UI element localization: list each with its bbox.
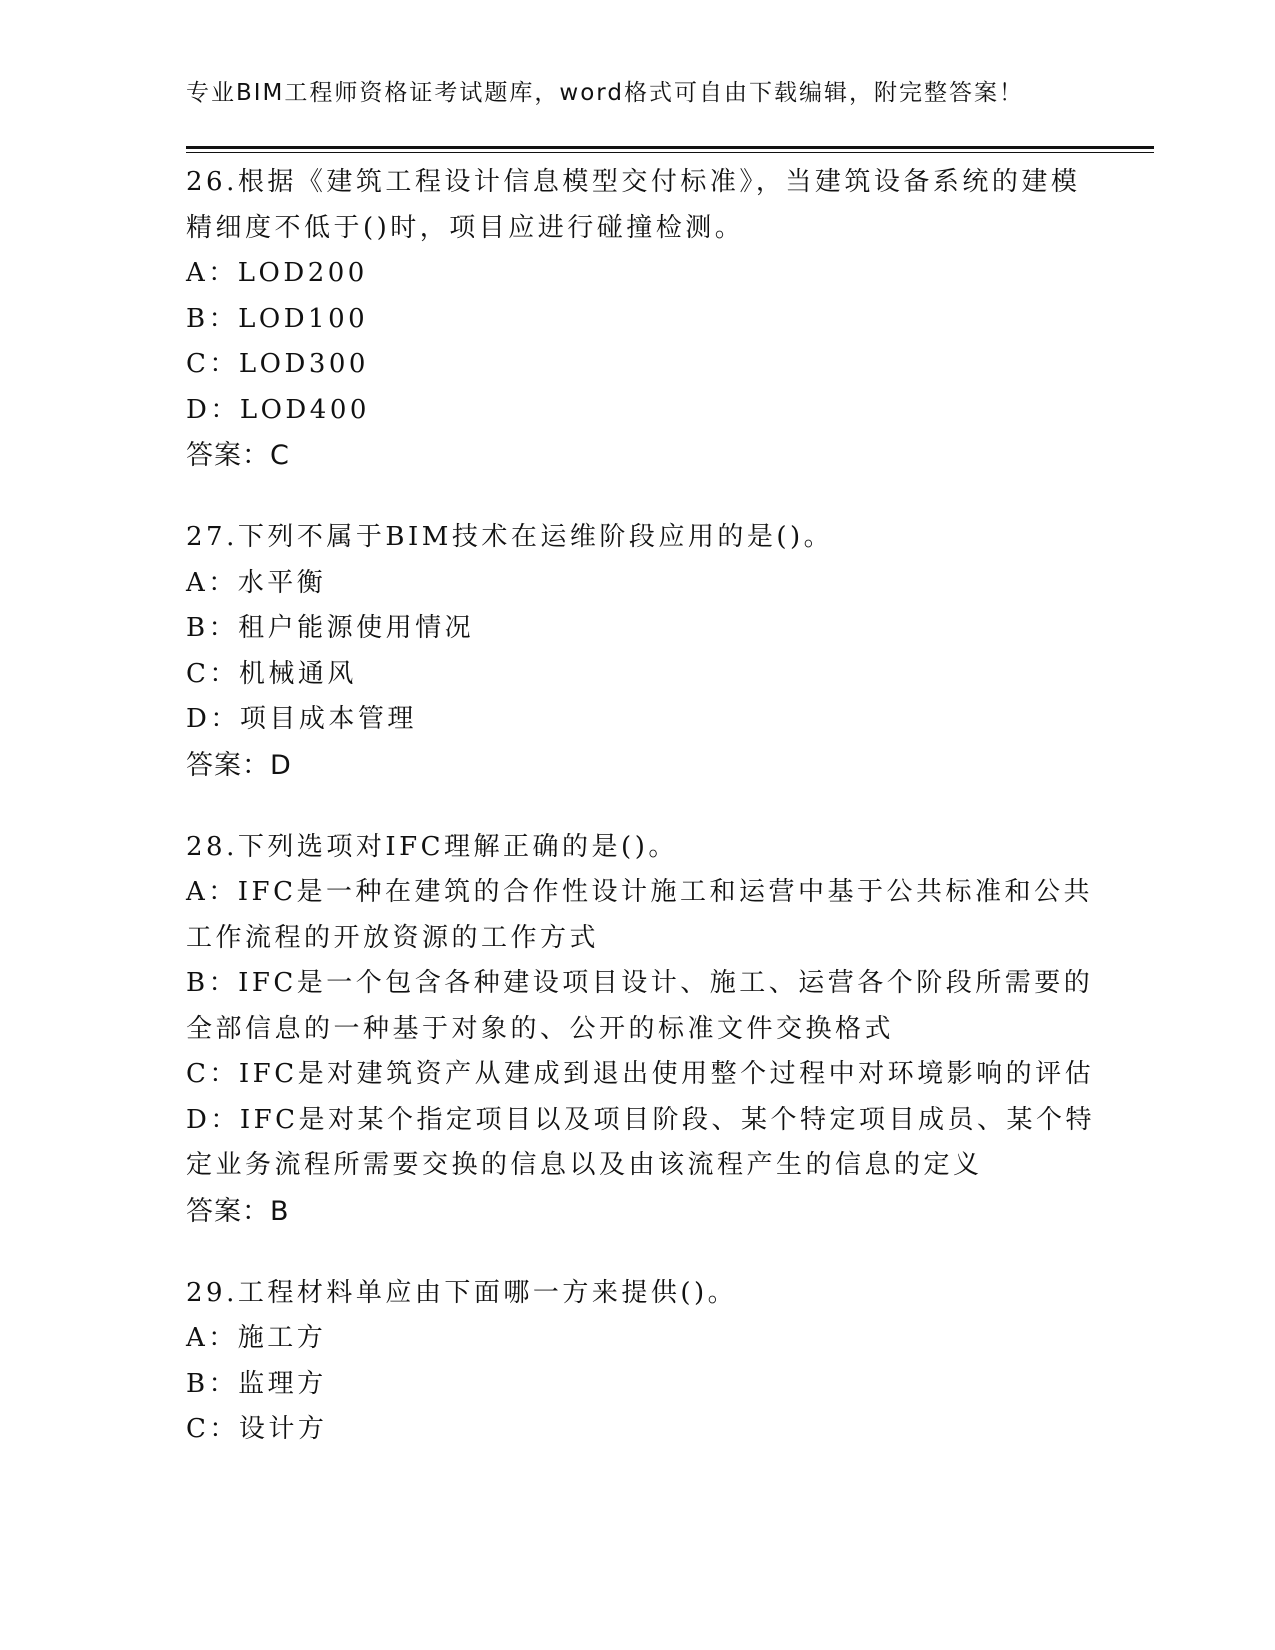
- question-26: [186, 160, 1086, 479]
- option-c: C：机械通风: [186, 658, 357, 689]
- option-d: D：IFC是对某个指定项目以及项目阶段、某个特定项目成员、某个特: [186, 1104, 1096, 1135]
- header-rule-thin: [186, 152, 1154, 153]
- option-a: A：IFC是一种在建筑的合作性设计施工和运营中基于公共标准和公共: [186, 877, 1093, 907]
- question-28: [186, 825, 1096, 1235]
- option-b: B：租户能源使用情况: [186, 613, 475, 643]
- option-b: B：监理方: [186, 1368, 327, 1399]
- option-d: D：LOD400: [186, 394, 370, 425]
- answer-label: 答案：B: [186, 1195, 290, 1227]
- option-b: B：IFC是一个包含各种建设项目设计、施工、运营各个阶段所需要的: [186, 968, 1094, 998]
- option-b-continued: 全部信息的一种基于对象的、公开的标准文件交换格式: [186, 1013, 895, 1044]
- option-c: C：LOD300: [186, 349, 369, 379]
- question-stem: 27.下列不属于BIM技术在运维阶段应用的是()。: [186, 522, 834, 552]
- answer-label: 答案：D: [186, 749, 292, 781]
- question-stem: 26.根据《建筑工程设计信息模型交付标准》，当建筑设备系统的建模: [186, 167, 1081, 197]
- question-29: [186, 1271, 1086, 1453]
- option-d-continued: 定业务流程所需要交换的信息以及由该流程产生的信息的定义: [186, 1150, 983, 1180]
- question-list: [186, 160, 1096, 1489]
- option-a: A：LOD200: [186, 258, 368, 288]
- option-a: A：水平衡: [186, 567, 327, 598]
- answer-label: 答案：C: [186, 440, 290, 471]
- page-header: 专业BIM工程师资格证考试题库，word格式可自由下载编辑，附完整答案！: [186, 80, 1024, 106]
- option-a: A：施工方: [186, 1323, 327, 1353]
- option-c: C：设计方: [186, 1414, 328, 1444]
- question-stem: 29.工程材料单应由下面哪一方来提供()。: [186, 1277, 738, 1308]
- option-a-continued: 工作流程的开放资源的工作方式: [186, 922, 600, 953]
- header-rule-thick: [186, 146, 1154, 149]
- question-stem: 28.下列选项对IFC理解正确的是()。: [186, 831, 678, 862]
- question-stem: 精细度不低于()时，项目应进行碰撞检测。: [186, 212, 745, 243]
- question-27: [186, 515, 1086, 789]
- option-c: C：IFC是对建筑资产从建成到退出使用整个过程中对环境影响的评估: [186, 1059, 1095, 1089]
- option-d: D：项目成本管理: [186, 704, 417, 734]
- option-b: B：LOD100: [186, 303, 369, 334]
